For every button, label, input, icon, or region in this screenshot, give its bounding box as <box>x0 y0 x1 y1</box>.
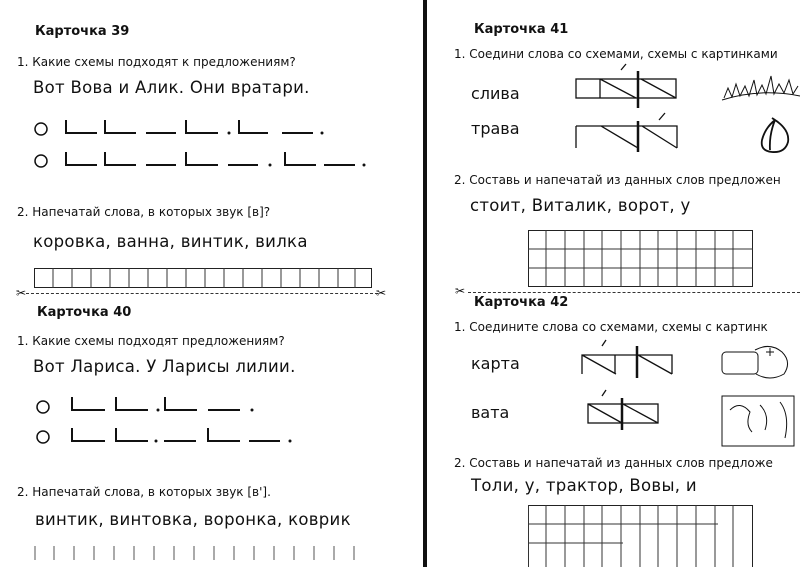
card-41-question-1: 1. Соедини слова со схемами, схемы с картинками <box>454 47 778 61</box>
word-karta: карта <box>471 354 520 373</box>
scissors-icon: ✂ <box>455 284 466 298</box>
cotton-pack-picture <box>722 346 788 378</box>
word-sliva: слива <box>471 84 520 103</box>
word-vata: вата <box>471 403 510 422</box>
card-42-question-2: 2. Составь и напечатай из данных слов предложе <box>454 456 773 470</box>
card-39-sentence: Вот Вова и Алик. Они вратари. <box>33 78 310 97</box>
scissors-icon: ✂ <box>16 286 27 300</box>
card-42-title: Карточка 42 <box>474 295 569 310</box>
card-42-question-1: 1. Соедините слова со схемами, схемы с картинк <box>454 320 768 334</box>
card-40-question-1: 1. Какие схемы подходят предложениям? <box>17 334 285 348</box>
card-39-title: Карточка 39 <box>35 24 130 39</box>
word-trava: трава <box>471 119 520 138</box>
scissors-icon: ✂ <box>376 286 387 300</box>
map-picture <box>722 396 794 446</box>
card-40-sentence: Вот Лариса. У Ларисы лилии. <box>33 357 296 376</box>
card-39-question-1: 1. Какие схемы подходят к предложениям? <box>17 55 296 69</box>
card-40-question-2: 2. Напечатай слова, в которых звук [в']. <box>17 485 271 499</box>
card-39-words: коровка, ванна, винтик, вилка <box>33 232 308 251</box>
card-42-words: Толи, у, трактор, Вовы, и <box>471 476 697 495</box>
card-40-words: винтик, винтовка, воронка, коврик <box>35 510 351 529</box>
card-41-words: стоит, Виталик, ворот, у <box>470 196 691 215</box>
card-40-title: Карточка 40 <box>37 305 132 320</box>
card-42-answer-grid[interactable] <box>528 505 754 567</box>
card-39-question-2: 2. Напечатай слова, в которых звук [в]? <box>17 205 271 219</box>
card-41-question-2: 2. Составь и напечатай из данных слов предложен <box>454 173 781 187</box>
card-41-title: Карточка 41 <box>474 22 569 37</box>
